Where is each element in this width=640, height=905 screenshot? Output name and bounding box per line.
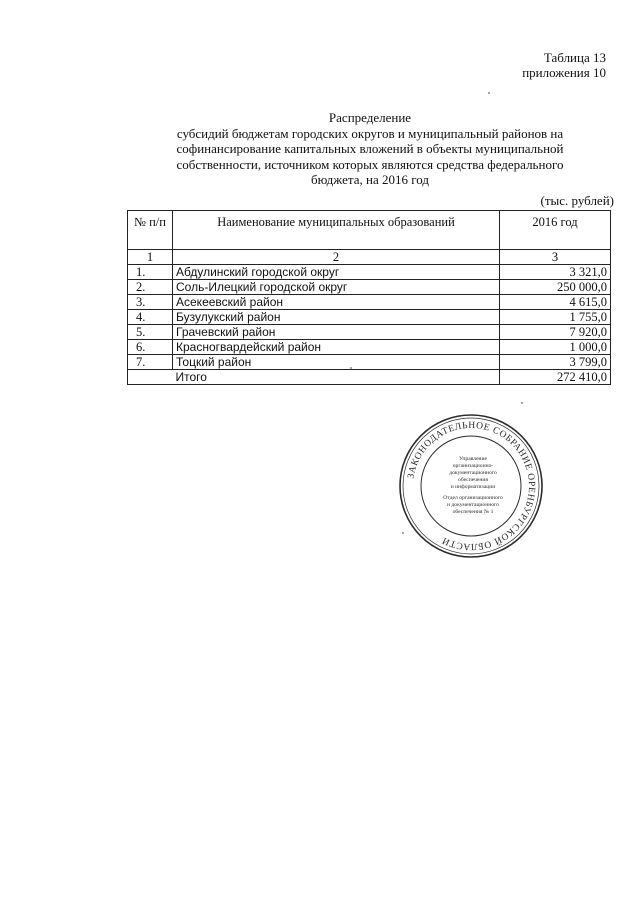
scan-speck — [521, 402, 523, 404]
stamp-ring-text: ЗАКОНОДАТЕЛЬНОЕ СОБРАНИЕ ОРЕНБУРГСКОЙ ОБЛАСТИ — [406, 420, 537, 552]
row-name: Красногвардейский район — [173, 340, 500, 355]
column-index-3: 3 — [500, 250, 611, 265]
table-column-numbering — [128, 250, 611, 265]
table-row — [128, 310, 611, 325]
row-number: 4. — [128, 310, 173, 325]
scan-speck — [402, 532, 404, 534]
row-value: 3 799,0 — [500, 355, 611, 370]
scan-speck — [350, 367, 352, 369]
column-index-2: 2 — [173, 250, 500, 265]
title-line-1: Распределение — [328, 110, 412, 125]
stamp-inner-line: Управление — [458, 456, 488, 462]
document-title — [120, 110, 620, 188]
scan-speck — [488, 92, 490, 94]
appendix-number: приложения 10 — [522, 65, 606, 80]
row-value: 3 321,0 — [500, 265, 611, 280]
row-value: 250 000,0 — [500, 280, 611, 295]
total-empty-cell — [128, 370, 173, 385]
table-row — [128, 280, 611, 295]
row-number: 3. — [128, 295, 173, 310]
table-header-row — [128, 211, 611, 250]
official-stamp — [397, 412, 545, 560]
row-value: 7 920,0 — [500, 325, 611, 340]
table-number: Таблица 13 — [543, 50, 606, 65]
row-value: 4 615,0 — [500, 295, 611, 310]
table-total-row — [128, 370, 611, 385]
row-number: 1. — [128, 265, 173, 280]
total-value: 272 410,0 — [500, 370, 611, 385]
table-row — [128, 295, 611, 310]
row-number: 5. — [128, 325, 173, 340]
units-label: (тыс. рублей) — [540, 193, 614, 208]
row-number: 7. — [128, 355, 173, 370]
row-value: 1 000,0 — [500, 340, 611, 355]
stamp-inner-line: документационного — [449, 470, 497, 476]
row-name: Асекеевский район — [173, 295, 500, 310]
table-row — [128, 355, 611, 370]
stamp-inner-line: и документационного — [447, 502, 499, 508]
table-row — [128, 265, 611, 280]
table-row — [128, 325, 611, 340]
subsidy-table — [127, 210, 611, 385]
stamp-inner-line: обеспечения № 1 — [452, 509, 494, 515]
header-name: Наименование муниципальных образований — [173, 211, 500, 250]
stamp-inner-line: Отдел организационного — [443, 495, 503, 501]
stamp-inner-line: организационно- — [452, 463, 494, 469]
title-line-2: субсидий бюджетам городских округов и муниципальный районов на — [176, 125, 564, 141]
row-number: 2. — [128, 280, 173, 295]
column-index-1: 1 — [128, 250, 173, 265]
header-number: № п/п — [128, 211, 173, 250]
title-line-3: софинансирование капитальных вложений в объекты муниципальной — [176, 141, 564, 156]
title-line-5: бюджета, на 2016 год — [311, 172, 429, 187]
total-label: Итого — [173, 370, 500, 385]
row-name: Абдулинский городской округ — [173, 265, 500, 280]
row-value: 1 755,0 — [500, 310, 611, 325]
row-number: 6. — [128, 340, 173, 355]
row-name: Тоцкий район — [173, 355, 500, 370]
table-row — [128, 340, 611, 355]
title-line-4: собственности, источником которых являются средства федерального — [176, 156, 564, 172]
row-name: Бузулукский район — [173, 310, 500, 325]
stamp-inner-line: обеспечения — [458, 477, 488, 483]
appendix-reference — [522, 50, 606, 80]
header-year: 2016 год — [500, 211, 611, 250]
row-name: Соль-Илецкий городской округ — [173, 280, 500, 295]
row-name: Грачевский район — [173, 325, 500, 340]
stamp-inner-line: и информатизации — [450, 484, 496, 490]
